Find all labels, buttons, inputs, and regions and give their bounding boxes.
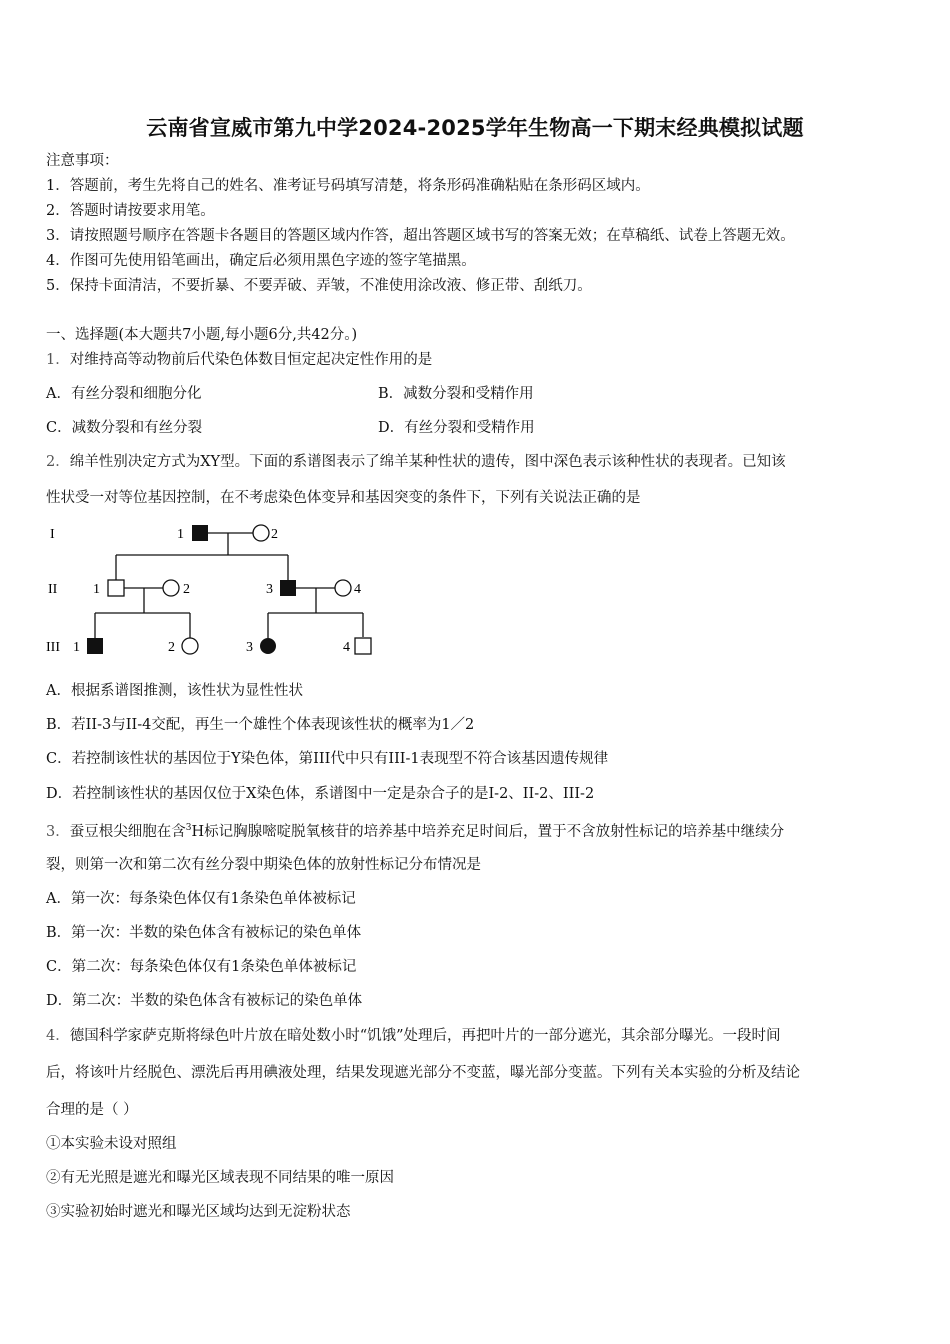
- notice-item-2: 2．答题时请按要求用笔。: [46, 203, 215, 219]
- q4-text-1: 德国科学家萨克斯将绿色叶片放在暗处数小时“饥饿”处理后，再把叶片的一部分遮光，其余部分曝光。一段时间: [69, 1028, 781, 1044]
- q1-number: 1．: [46, 352, 70, 368]
- q3-number: 3．: [46, 823, 70, 840]
- q2-option-c: C．若控制该性状的基因位于Y染色体，第III代中只有III-1表现型不符合该基因遗传规律: [46, 751, 609, 767]
- label-I-1: 1: [177, 527, 184, 542]
- q3-option-a: A．第一次：每条染色体仅有1条染色单体被标记: [46, 891, 356, 907]
- q2-option-b: B．若II-3与II-4交配，再生一个雄性个体表现该性状的概率为1／2: [46, 717, 475, 733]
- pedigree-III-3-affected-female: [260, 638, 276, 654]
- label-III-3: 3: [246, 640, 253, 655]
- q2-option-a: A．根据系谱图推测，该性状为显性性状: [46, 683, 303, 699]
- q3-option-b: B．第一次：半数的染色体含有被标记的染色单体: [46, 925, 362, 941]
- section-heading: 一、选择题(本大题共7小题,每小题6分,共42分。): [46, 327, 358, 343]
- q3-text-1b: H标记胸腺嘧啶脱氧核苷的培养基中培养充足时间后，置于不含放射性标记的培养基中继续分: [191, 823, 785, 840]
- gen-label-II: II: [48, 582, 58, 597]
- gen-label-III: III: [46, 640, 60, 655]
- q1-stem: [46, 351, 432, 369]
- pedigree-I-2-female: [253, 525, 269, 541]
- label-II-4: 4: [354, 582, 361, 597]
- q1-option-a: A．有丝分裂和细胞分化: [46, 386, 202, 402]
- label-III-4: 4: [343, 640, 350, 655]
- pedigree-III-2-female: [182, 638, 198, 654]
- notice-item-3: 3．请按照题号顺序在答题卡各题目的答题区域内作答，超出答题区域书写的答案无效；在草稿纸、试卷上答题无效。: [46, 228, 795, 244]
- q4-number: 4．: [46, 1028, 70, 1044]
- gen-label-I: I: [50, 527, 55, 542]
- q2-option-d: D．若控制该性状的基因仅位于X染色体，系谱图中一定是杂合子的是I-2、II-2、III-2: [46, 786, 595, 802]
- q2-text-1: 绵羊性别决定方式为XY型。下面的系谱图表示了绵羊某种性状的遗传，图中深色表示该种性状的表现者。已知该: [69, 454, 786, 470]
- q2-stem-line1: [46, 453, 786, 471]
- pedigree-III-1-affected-male: [87, 638, 103, 654]
- label-II-1: 1: [93, 582, 100, 597]
- label-I-2: 2: [271, 527, 278, 542]
- q2-stem-line2: 性状受一对等位基因控制，在不考虑染色体变异和基因突变的条件下，下列有关说法正确的是: [46, 490, 641, 506]
- q1-text: 对维持高等动物前后代染色体数目恒定起决定性作用的是: [69, 352, 433, 368]
- q1-option-d: D．有丝分裂和受精作用: [378, 420, 535, 436]
- label-II-3: 3: [266, 582, 273, 597]
- q1-option-c: C．减数分裂和有丝分裂: [46, 420, 203, 436]
- q4-stem-line2: 后，将该叶片经脱色、漂洗后再用碘液处理，结果发现遮光部分不变蓝，曝光部分变蓝。下列有关本实验的分析及结论: [46, 1065, 800, 1081]
- label-III-2: 2: [168, 640, 175, 655]
- q4-statement-1: ①本实验未设对照组: [46, 1136, 177, 1152]
- q3-stem-line2: 裂，则第一次和第二次有丝分裂中期染色体的放射性标记分布情况是: [46, 857, 481, 873]
- q3-option-c: C．第二次：每条染色体仅有1条染色单体被标记: [46, 959, 357, 975]
- pedigree-I-1-affected-male: [192, 525, 208, 541]
- pedigree-III-4-male: [355, 638, 371, 654]
- notice-item-1: 1．答题前，考生先将自己的姓名、准考证号码填写清楚，将条形码准确粘贴在条形码区域内。: [46, 178, 650, 194]
- q3-superscript: 3: [185, 823, 192, 833]
- q3-option-d: D．第二次：半数的染色体含有被标记的染色单体: [46, 993, 363, 1009]
- page-title: 云南省宣威市第九中学2024-2025学年生物高一下期末经典模拟试题: [146, 116, 804, 140]
- pedigree-II-4-female: [335, 580, 351, 596]
- notice-item-4: 4．作图可先使用铅笔画出，确定后必须用黑色字迹的签字笔描黑。: [46, 253, 476, 269]
- q3-stem-line1: [46, 819, 784, 841]
- q4-statement-2: ②有无光照是遮光和曝光区域表现不同结果的唯一原因: [46, 1170, 394, 1186]
- q4-statement-3: ③实验初始时遮光和曝光区域均达到无淀粉状态: [46, 1204, 351, 1220]
- notice-item-5: 5．保持卡面清洁，不要折暴、不要弄破、弄皱，不准使用涂改液、修正带、刮纸刀。: [46, 278, 592, 294]
- label-III-1: 1: [73, 640, 80, 655]
- pedigree-II-3-affected-male: [280, 580, 296, 596]
- notice-heading: 注意事项：: [46, 153, 119, 169]
- q4-stem-line1: [46, 1027, 781, 1045]
- pedigree-chart: [40, 515, 460, 675]
- label-II-2: 2: [183, 582, 190, 597]
- q3-text-1a: 蚕豆根尖细胞在含: [69, 823, 186, 840]
- q2-number: 2．: [46, 454, 70, 470]
- q1-option-b: B．减数分裂和受精作用: [378, 386, 534, 402]
- pedigree-II-2-female: [163, 580, 179, 596]
- q4-stem-line3: 合理的是（ ）: [46, 1102, 138, 1118]
- pedigree-II-1-male: [108, 580, 124, 596]
